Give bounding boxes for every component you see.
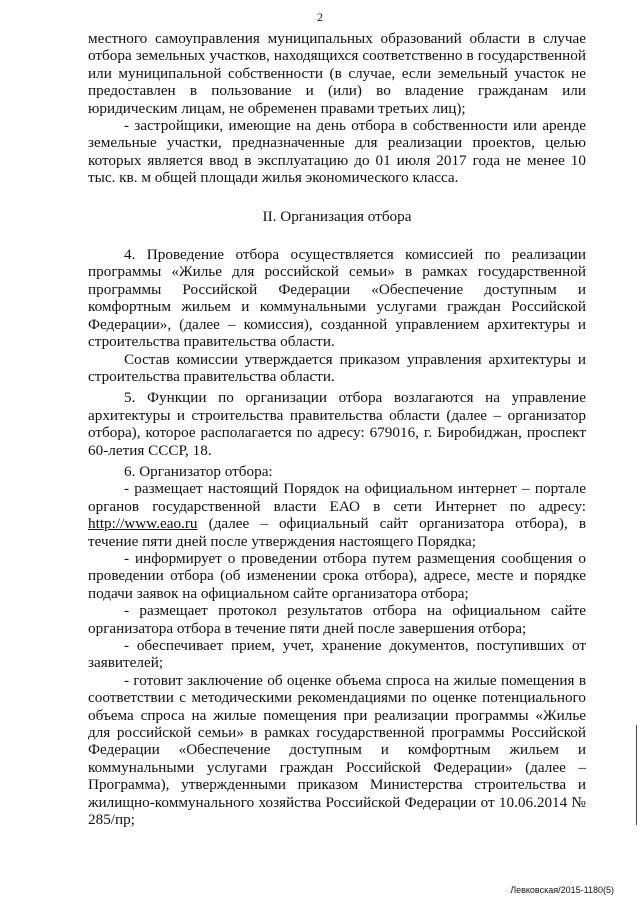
scan-edge-mark [636, 725, 637, 825]
duty-item: - обеспечивает прием, учет, хранение документов, поступивших от заявителей; [88, 637, 586, 672]
paragraph: - застройщики, имеющие на день отбора в собственности или аренде земельные участки, предназначенные для реализации проектов, целью которых является ввод в эксплуатацию до 01 июля 2017 года не менее 10 тыс. кв. м общей площади жилья экономического класса. [88, 117, 586, 187]
section-heading: II. Организация отбора [262, 207, 412, 225]
duty-item: - готовит заключение об оценке объема спроса на жилые помещения в соответствии с методическими рекомендациями по оценке потенциального объема спроса на жилые помещения при реализации программы «Жилье для российской семьи» в рамках государственной программы Российской Федерации «Обеспечение доступным и комфортным жильем и коммунальными услугами граждан Российской Федерации» (далее – Программа), утвержденными приказом Министерства строительства и жилищно-коммунального хозяйства Российской Федерации от 10.06.2014 № 285/пр; [88, 671, 586, 829]
paragraph: Состав комиссии утверждается приказом управления архитектуры и строительства правительства области. [88, 350, 586, 385]
paragraph: 6. Организатор отбора: [124, 462, 273, 480]
duty-item: - размещает протокол результатов отбора на официальном сайте организатора отбора в течение пяти дней после завершения отбора; [88, 602, 586, 637]
duty-item [88, 480, 586, 550]
duty-text: (далее – официальный сайт организатора отбора), в течение пяти дней после утверждения настоящего Порядка; [88, 515, 586, 550]
paragraph: 4. Проведение отбора осуществляется комиссией по реализации программы «Жилье для российской семьи» в рамках государственной программы Российской Федерации «Обеспечение доступным и комфортным жильем и коммунальными услугами граждан Российской Федерации», (далее – комиссия), созданной управлением архитектуры и строительства правительства области. [88, 246, 586, 351]
duty-text: - размещает настоящий Порядок на официальном интернет – портале органов государственной власти ЕАО в сети Интернет по адресу: [88, 480, 586, 515]
paragraph: местного самоуправления муниципальных образований области в случае отбора земельных участков, находящихся соответственно в государственной или муниципальной собственности (в случае, если земельный участок не предоставлен в пользование и (или) во владение гражданам или юридическим лицам, не обременен правами третьих лиц); [88, 30, 586, 117]
paragraph: 5. Функции по организации отбора возлагаются на управление архитектуры и строительства правительства области (далее – организатор отбора), которое располагается по адресу: 679016, г. Биробиджан, проспект 60-летия СССР, 18. [88, 389, 586, 459]
document-body [88, 30, 586, 828]
website-link[interactable]: http://www.eao.ru [88, 515, 198, 533]
document-code: Левковская/2015-1180(5) [510, 885, 614, 895]
page-number: 2 [317, 10, 323, 24]
duty-item: - информирует о проведении отбора путем размещения сообщения о проведении отбора (об изменении срока отбора), адресе, месте и порядке подачи заявок на официальном сайте организатора отбора; [88, 549, 586, 602]
